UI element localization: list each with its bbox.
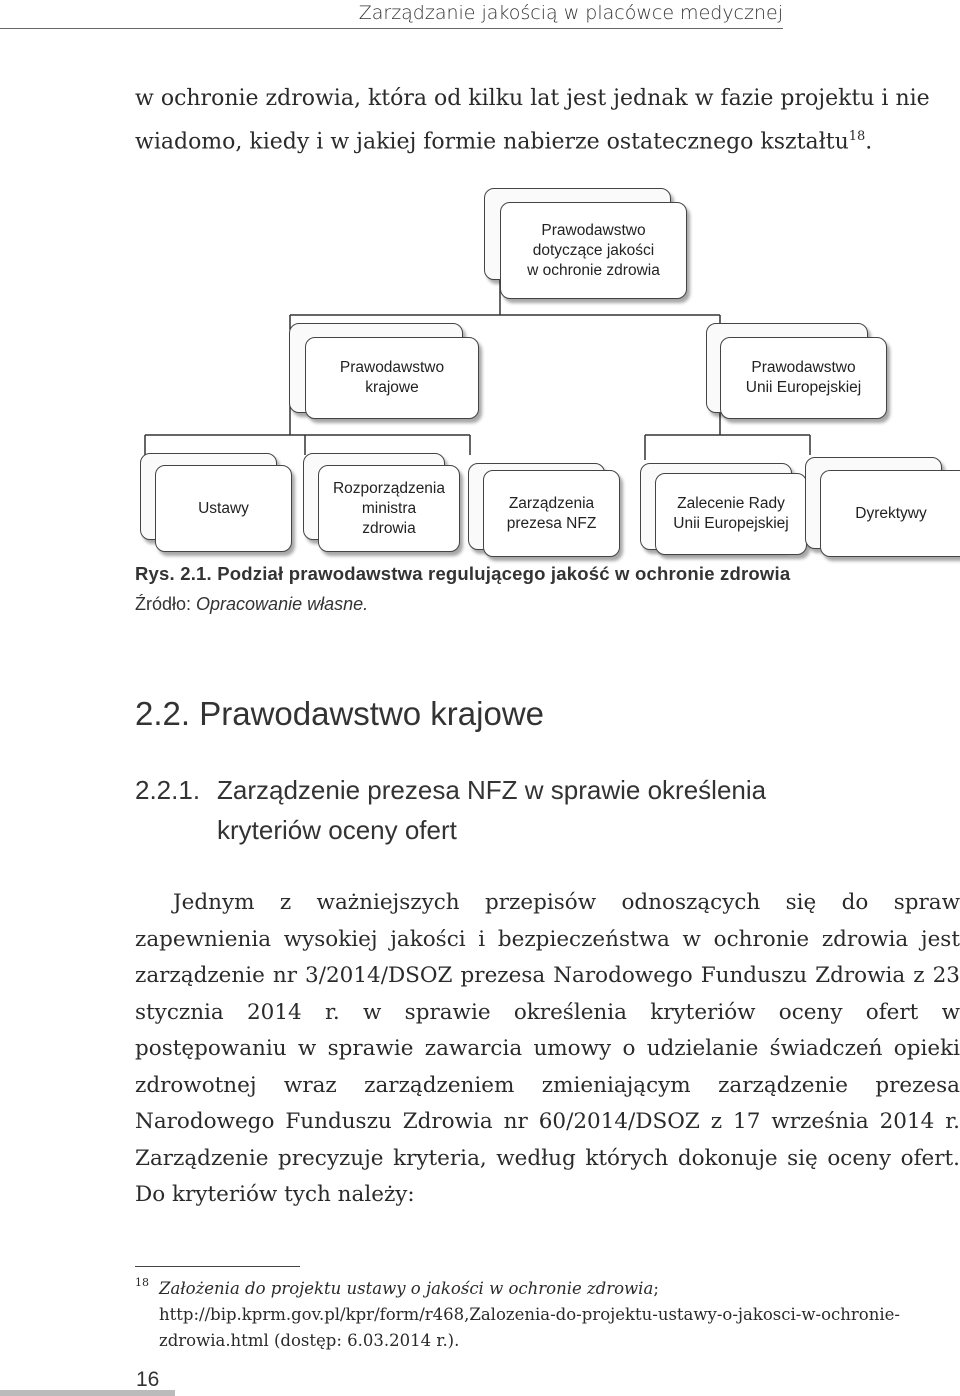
level2-ue-label: Prawodawstwo Unii Europejskiej bbox=[745, 359, 862, 396]
footnote-rule bbox=[135, 1266, 300, 1267]
level2-krajowe-box bbox=[305, 337, 479, 419]
footnote-rest: ; http://bip.kprm.gov.pl/kpr/form/r468,Zalozenia-do-projektu-ustawy-o-jakosci-w-ochronie-zdrowia.html (dostęp: 6.03.2014 r.). bbox=[159, 1279, 900, 1350]
level3-zarzadzenia-box bbox=[483, 470, 620, 557]
page-footer bbox=[0, 1368, 175, 1396]
level3-zarzadzenia-label: Zarządzenia prezesa NFZ bbox=[506, 494, 597, 532]
footnote-ref[interactable]: 18 bbox=[848, 129, 866, 144]
sub-heading-text-1: Zarządzenie prezesa NFZ w sprawie określenia bbox=[217, 775, 767, 805]
sub-heading bbox=[135, 770, 935, 850]
hierarchy-diagram bbox=[0, 180, 960, 560]
running-header bbox=[0, 0, 783, 29]
level3-rozporzadzenia-box bbox=[318, 465, 460, 552]
caption-title: Rys. 2.1. Podział prawodawstwa regulującego jakość w ochronie zdrowia bbox=[135, 563, 791, 584]
level3-ustawy-label: Ustawy bbox=[198, 499, 249, 517]
root-box bbox=[500, 202, 687, 299]
figure-caption bbox=[135, 563, 955, 615]
body-paragraph: Jednym z ważniejszych przepisów odnoszących się do spraw zapewnienia wysokiej jakości i bezpieczeństwa w ochronie zdrowia jest zarządzenie nr 3/2014/DSOZ prezesa Narodowego Funduszu Zdrowia z 23 stycznia 2014 r. w sprawie określenia kryteriów oceny ofert w postępowaniu w sprawie zawarcia umowy o udzielanie świadczeń opieki zdrowotnej wraz zarządzeniem zmieniającym zarządzenie prezesa Narodowego Funduszu Zdrowia nr 60/2014/DSOZ z 17 września 2014 r. Zarządzenie precyzuje kryteria, według których dokonuje się oceny ofert. Do kryteriów tych należy: bbox=[135, 890, 960, 1207]
sub-heading-text-2: kryteriów oceny ofert bbox=[217, 815, 457, 845]
footnote-number: 18 bbox=[135, 1276, 149, 1289]
sub-heading-line-1 bbox=[135, 770, 935, 810]
source-label: Źródło: bbox=[135, 594, 197, 614]
footnote-title: Założenia do projektu ustawy o jakości w ochronie zdrowia bbox=[159, 1279, 654, 1298]
caption-source bbox=[135, 594, 955, 615]
level3-dyrektywy-box bbox=[820, 470, 960, 557]
level3-ustawy-box bbox=[155, 465, 292, 552]
page-number: 16 bbox=[136, 1368, 160, 1391]
footnote bbox=[135, 1276, 960, 1354]
header-title: Zarządzanie jakością w placówce medycznej bbox=[358, 2, 783, 24]
level3-zalecenie-label: Zalecenie Rady Unii Europejskiej bbox=[673, 495, 789, 532]
intro-line-2 bbox=[135, 118, 960, 161]
footnote-body bbox=[135, 1276, 960, 1354]
level3-dyrektywy-label: Dyrektywy bbox=[855, 504, 927, 522]
intro-line-1: w ochronie zdrowia, która od kilku lat jest jednak w fazie projektu i nie bbox=[135, 86, 930, 111]
level2-krajowe-label: Prawodawstwo krajowe bbox=[339, 359, 445, 396]
section-heading: 2.2. Prawodawstwo krajowe bbox=[135, 695, 545, 732]
intro-paragraph bbox=[135, 80, 960, 161]
level3-rozporzadzenia-label: Rozporządzenia ministra zdrowia bbox=[332, 479, 445, 537]
level2-ue-box bbox=[720, 337, 887, 419]
sub-heading-number: 2.2.1. bbox=[135, 775, 201, 805]
intro-end: . bbox=[865, 129, 873, 155]
intro-line-2-text: wiadomo, kiedy i w jakiej formie nabierze ostatecznego kształtu bbox=[135, 129, 849, 155]
source-value: Opracowanie własne. bbox=[196, 594, 369, 614]
root-label: Prawodawstwo dotyczące jakości w ochronie zdrowia bbox=[527, 221, 660, 279]
level3-zalecenie-box bbox=[655, 473, 807, 555]
